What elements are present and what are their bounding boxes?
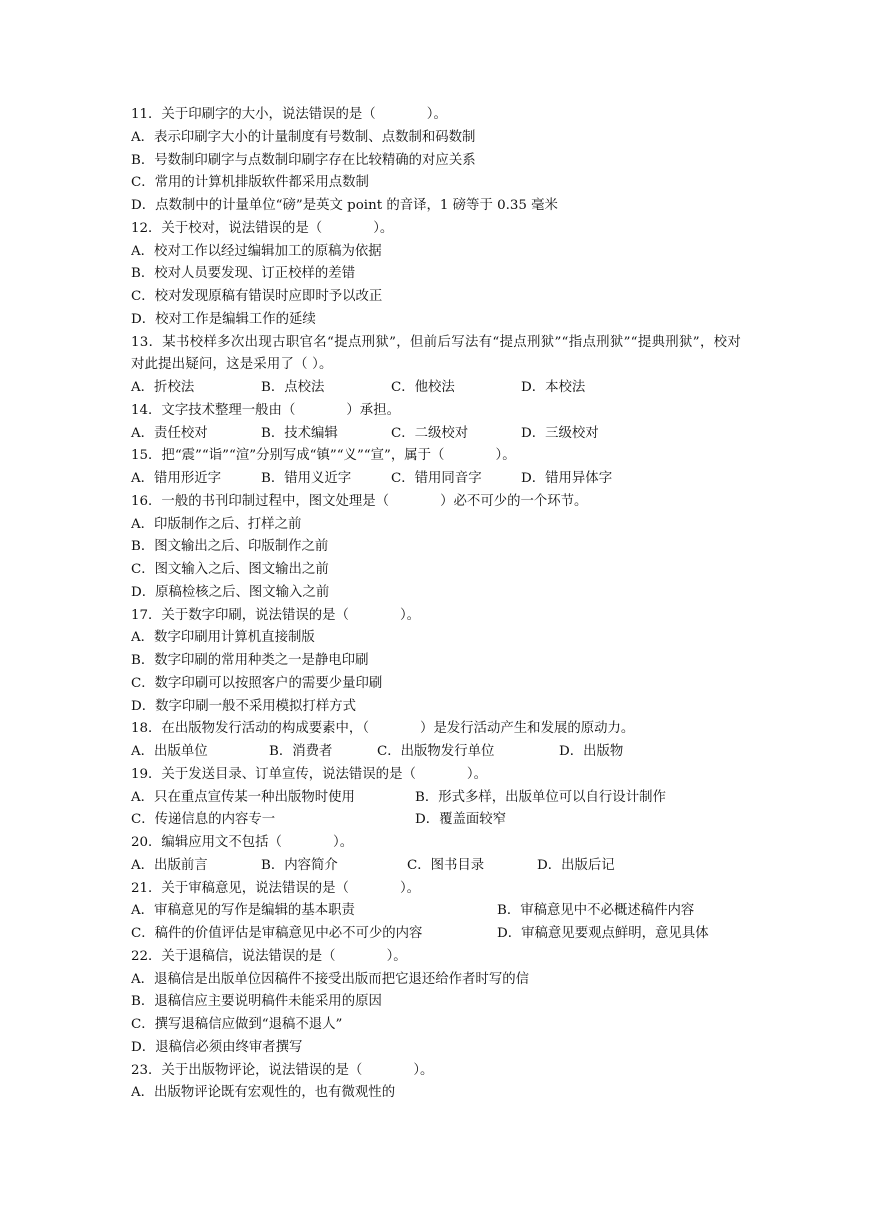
question-20-option-b: B．内容简介 [261,857,338,873]
question-21-option-d: D．审稿意见要观点鲜明，意见具体 [497,926,709,941]
question-17-stem: 17．关于数字印刷，说法错误的是（ ）。 [131,607,421,623]
question-11-option-d: D．点数制中的计量单位“磅”是英文 point 的音译，1 磅等于 0.35 毫米 [131,198,558,213]
question-19-options-cd [131,809,741,832]
question-16-option-a: A．印版制作之后、打样之前 [131,516,302,532]
question-19-options-ab [131,787,741,810]
question-12-option-d: D．校对工作是编辑工作的延续 [131,311,316,327]
question-18-option-a: A．出版单位 [131,744,208,759]
question-list [131,104,741,1105]
question-11-stem: 11．关于印刷字的大小，说法错误的是（ ）。 [131,107,447,122]
question-22-option-a: A．退稿信是出版单位因稿件不接受出版而把它退还给作者时写的信 [131,971,529,987]
question-20-option-d: D．出版后记 [537,857,615,873]
question-14-option-a: A．责任校对 [131,425,208,441]
question-18-stem: 18．在出版物发行活动的构成要素中，（ ）是发行活动产生和发展的原动力。 [131,721,635,737]
question-14-option-b: B．技术编辑 [261,425,338,441]
question-16-option-d: D．原稿检核之后、图文输入之前 [131,584,330,600]
question-12-option-c: C．校对发现原稿有错误时应即时予以改正 [131,289,383,304]
question-12-stem: 12．关于校对，说法错误的是（ ）。 [131,220,394,236]
question-20-options [131,855,741,878]
question-18-options [131,741,741,764]
question-19-option-d: D．覆盖面较窄 [415,812,507,828]
question-15-stem: 15．把“震”“诣”“渲”分别写成“镇”“义”“宣”，属于（ ）。 [131,448,516,464]
question-21-options-ab [131,900,741,923]
question-14-options [131,423,741,446]
question-17-option-d: D．数字印刷一般不采用模拟打样方式 [131,698,356,714]
question-12-option-b: B．校对人员要发现、订正校样的差错 [131,266,356,282]
question-11-option-b: B．号数制印刷字与点数制印刷字存在比较精确的对应关系 [131,152,476,168]
question-17-option-c: C．数字印刷可以按照客户的需要少量印刷 [131,675,383,691]
question-18-option-d: D．出版物 [559,744,624,759]
question-11-option-c: C．常用的计算机排版软件都采用点数制 [131,175,369,191]
question-21-option-a: A．审稿意见的写作是编辑的基本职责 [131,903,355,919]
question-12-option-a: A．校对工作以经过编辑加工的原稿为依据 [131,243,382,259]
question-21-option-b: B．审稿意见中不必概述稿件内容 [497,903,695,919]
question-21-stem: 21．关于审稿意见，说法错误的是（ ）。 [131,880,421,896]
question-19-stem: 19．关于发送目录、订单宣传，说法错误的是（ ）。 [131,766,488,782]
question-22-option-d: D．退稿信必须由终审者撰写 [131,1039,303,1055]
question-17-option-b: B．数字印刷的常用种类之一是静电印刷 [131,653,369,668]
question-20-stem: 20．编辑应用文不包括（ ）。 [131,835,354,850]
question-18-option-b: B．消费者 [269,744,333,759]
question-19-option-a: A．只在重点宣传某一种出版物时使用 [131,789,355,805]
question-22-option-c: C．撰写退稿信应做到“退稿不退人” [131,1017,343,1032]
question-14-option-c: C．二级校对 [391,425,469,441]
question-18-option-c: C．出版物发行单位 [377,744,495,759]
question-16-stem: 16．一般的书刊印制过程中，图文处理是（ ）必不可少的一个环节。 [131,493,588,509]
question-15-option-d: D．错用异体字 [521,471,613,486]
question-21-option-c: C．稿件的价值评估是审稿意见中必不可少的内容 [131,926,423,941]
question-13-stem: 13．某书校样多次出现古职官名“提点刑狱”，但前后写法有“提点刑狱”“指点刑狱”“提典刑狱”，校对对此提出疑问，这是采用了（ ）。 [131,334,741,373]
question-19-option-c: C．传递信息的内容专一 [131,812,276,828]
question-11-option-a: A．表示印刷字大小的计量制度有号数制、点数制和码数制 [131,129,476,145]
question-16-option-c: C．图文输入之后、图文输出之前 [131,562,329,577]
question-15-option-c: C．错用同音字 [391,471,482,486]
question-13-options [131,377,741,400]
question-22-stem: 22．关于退稿信，说法错误的是（ ）。 [131,948,407,964]
question-13-option-c: C．他校法 [391,380,455,395]
question-20-option-a: A．出版前言 [131,857,208,873]
question-23-option-a: A．出版物评论既有宏观性的，也有微观性的 [131,1085,396,1101]
question-14-option-d: D．三级校对 [521,425,599,441]
question-14-stem: 14．文字技术整理一般由（ ）承担。 [131,402,400,418]
question-20-option-c: C．图书目录 [407,857,485,873]
question-13-option-d: D．本校法 [521,380,586,395]
question-16-option-b: B．图文输出之后、印版制作之前 [131,539,329,555]
question-15-option-b: B．错用义近字 [261,471,352,486]
question-23-stem: 23．关于出版物评论，说法错误的是（ ）。 [131,1062,434,1078]
question-21-options-cd [131,923,741,946]
question-22-option-b: B．退稿信应主要说明稿件未能采用的原因 [131,994,382,1010]
question-15-option-a: A．错用形近字 [131,471,222,486]
question-15-options [131,468,741,491]
question-13-option-a: A．折校法 [131,380,195,395]
question-13-option-b: B．点校法 [261,380,325,395]
question-19-option-b: B．形式多样，出版单位可以自行设计制作 [415,789,666,805]
question-17-option-a: A．数字印刷用计算机直接制版 [131,630,315,646]
